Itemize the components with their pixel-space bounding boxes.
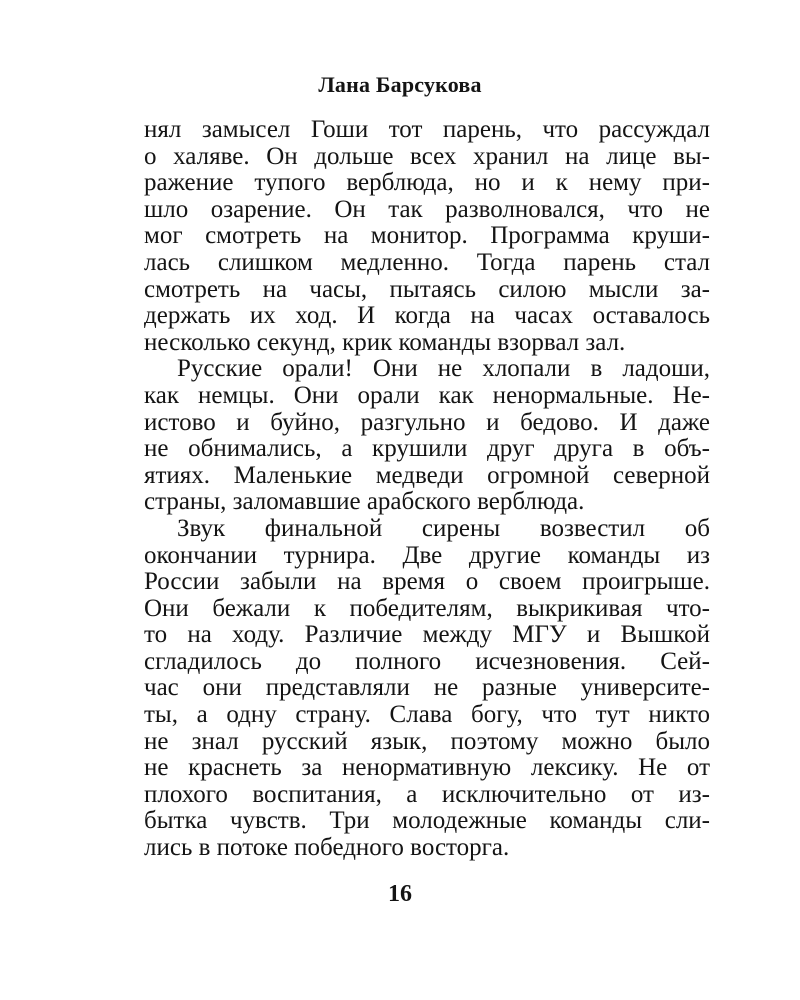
text-line: держать их ход. И когда на часах оставалось (144, 302, 710, 330)
text-line: окончании турнира. Две другие команды из (144, 541, 710, 569)
text-line: сгладилось до полного исчезновения. Сей- (144, 647, 710, 675)
text-line: не знал русский язык, поэтому можно было (144, 727, 710, 755)
running-head: Лана Барсукова (318, 72, 482, 97)
body-text (144, 117, 710, 862)
text-line: лась слишком медленно. Тогда парень стал (144, 248, 710, 276)
text-line: Звук финальной сирены возвестил об (177, 514, 710, 542)
text-line: мог смотреть на монитор. Программа круши- (144, 222, 710, 250)
text-line: ты, а одну страну. Слава богу, что тут никто (144, 701, 710, 729)
text-line: как немцы. Они орали как ненормальные. Не- (144, 381, 710, 409)
text-line: то на ходу. Различие между МГУ и Вышкой (144, 621, 710, 649)
text-line: час они представляли не разные университе- (144, 674, 710, 702)
text-line: смотреть на часы, пытаясь силою мысли за- (144, 275, 710, 303)
text-line: плохого воспитания, а исключительно от из- (144, 780, 710, 808)
text-line: ражение тупого верблюда, но и к нему при- (144, 169, 710, 197)
text-line: страны, заломавшие арабского верблюда. (144, 488, 585, 516)
text-line: России забыли на время о своем проигрыше. (144, 568, 710, 596)
text-line: не краснеть за ненормативную лексику. Не от (144, 754, 710, 782)
paragraph (144, 356, 710, 516)
text-line: лись в потоке победного восторга. (144, 834, 510, 862)
text-line: не обнимались, а крушили друг друга в объ- (144, 435, 710, 463)
text-line: Они бежали к победителям, выкрикивая что- (144, 594, 710, 622)
text-line: бытка чувств. Три молодежные команды сли- (144, 807, 710, 835)
paragraph (144, 117, 710, 356)
text-line: шло озарение. Он так разволновался, что не (144, 195, 710, 223)
text-line: истово и буйно, разгульно и бедово. И даже (144, 408, 710, 436)
page-number: 16 (388, 881, 412, 907)
text-line: о халяве. Он дольше всех хранил на лице вы- (144, 142, 710, 170)
text-line: ятиях. Маленькие медведи огромной северной (144, 461, 710, 489)
text-line: нял замысел Гоши тот парень, что рассуждал (144, 116, 710, 143)
text-line: Русские орали! Они не хлопали в ладоши, (177, 355, 710, 383)
text-line: несколько секунд, крик команды взорвал зал. (144, 328, 626, 356)
paragraph (144, 516, 710, 862)
